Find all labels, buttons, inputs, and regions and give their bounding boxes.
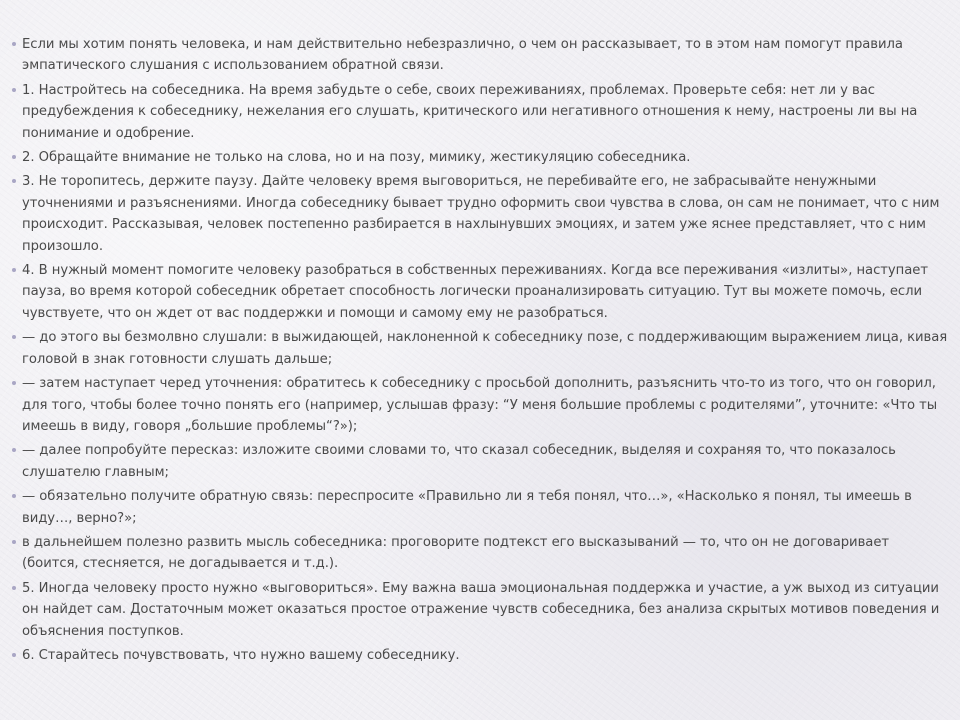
bullet-dot-icon	[12, 586, 16, 590]
bullet-item-rule-1	[12, 80, 948, 144]
bullet-dot-icon	[12, 653, 16, 657]
bullet-dot-icon	[12, 540, 16, 544]
bullet-dot-icon	[12, 494, 16, 498]
bullet-text: — обязательно получите обратную связь: переспросите «Правильно ли я тебя понял, что…», «Насколько я понял, ты имеешь в виду…, верно?»;	[22, 489, 912, 526]
bullet-item-rule-4	[12, 260, 948, 324]
bullet-dot-icon	[12, 448, 16, 452]
bullet-item-paraphrase	[12, 440, 948, 483]
bullet-item-listening	[12, 327, 948, 370]
bullet-text: в дальнейшем полезно развить мысль собеседника: проговорите подтекст его высказываний — то, что он не договаривает (боится, стесняется, не догадывается и т.д.).	[22, 534, 890, 572]
bullet-text: 5. Иногда человеку просто нужно «выговориться». Ему важна ваша эмоциональная поддержка и участие, а уж выход из ситуации он найдет сам. Достаточным может оказаться простое отражение чувств собеседника, без анализа скрытых мотивов поведения и объяснения поступков.	[22, 580, 940, 639]
bullet-item-clarification	[12, 373, 948, 437]
bullet-list	[12, 34, 948, 669]
bullet-item-rule-5	[12, 578, 948, 642]
bullet-text: — до этого вы безмолвно слушали: в выжидающей, наклоненной к собеседнику позе, с поддерживающим выражением лица, кивая головой в знак готовности слушать дальше;	[22, 330, 948, 367]
bullet-text: — затем наступает черед уточнения: обратитесь к собеседнику с просьбой дополнить, разъяснить что-то из того, что он говорил, для того, чтобы более точно понять его (например, услышав фразу: “У меня большие проблемы с родителями”, уточните: «Что ты имеешь в виду, говоря „большие проблемы“?»);	[22, 376, 938, 434]
bullet-dot-icon	[12, 88, 16, 92]
bullet-dot-icon	[12, 155, 16, 159]
bullet-dot-icon	[12, 268, 16, 272]
bullet-dot-icon	[12, 335, 16, 339]
bullet-item-rule-6	[12, 645, 948, 666]
bullet-text: 3. Не торопитесь, держите паузу. Дайте человеку время выговориться, не перебивайте его, не забрасывайте ненужными уточнениями и разъяснениями. Иногда собеседнику бывает трудно оформить свои чувства в слова, он сам не понимает, что с ним происходит. Рассказывая, человек постепенно разбирается в нахлынувших эмоциях, и затем уже яснее представляет, что с ним произошло.	[22, 174, 940, 254]
bullet-dot-icon	[12, 42, 16, 46]
bullet-text: 2. Обращайте внимание не только на слова, но и на позу, мимику, жестикуляцию собеседника.	[22, 150, 691, 166]
bullet-text: 4. В нужный момент помогите человеку разобраться в собственных переживаниях. Когда все переживания «излиты», наступает пауза, во время которой собеседник обретает способность логически проанализировать ситуацию. Тут вы можете помочь, если чувствуете, что он ждет от вас поддержки и помощи и самому ему не разобраться.	[22, 263, 928, 321]
bullet-text: 1. Настройтесь на собеседника. На время забудьте о себе, своих переживаниях, проблемах. Проверьте себя: нет ли у вас предубеждения к собеседнику, нежелания его слушать, критического или негативного отношения к нему, настроены ли вы на понимание и одобрение.	[22, 82, 918, 141]
bullet-dot-icon	[12, 381, 16, 385]
bullet-item-intro	[12, 34, 948, 77]
bullet-item-feedback	[12, 486, 948, 529]
bullet-text: — далее попробуйте пересказ: изложите своими словами то, что сказал собеседник, выделяя и сохраняя то, что показалось слушателю главным;	[22, 443, 896, 480]
bullet-text: Если мы хотим понять человека, и нам действительно небезразлично, о чем он рассказывает, то в этом нам помогут правила эмпатического слушания с использованием обратной связи.	[22, 37, 903, 74]
bullet-item-subtext	[12, 532, 948, 575]
bullet-item-rule-3	[12, 171, 948, 257]
bullet-text: 6. Старайтесь почувствовать, что нужно вашему собеседнику.	[22, 647, 460, 663]
bullet-dot-icon	[12, 179, 16, 183]
bullet-item-rule-2	[12, 147, 948, 168]
